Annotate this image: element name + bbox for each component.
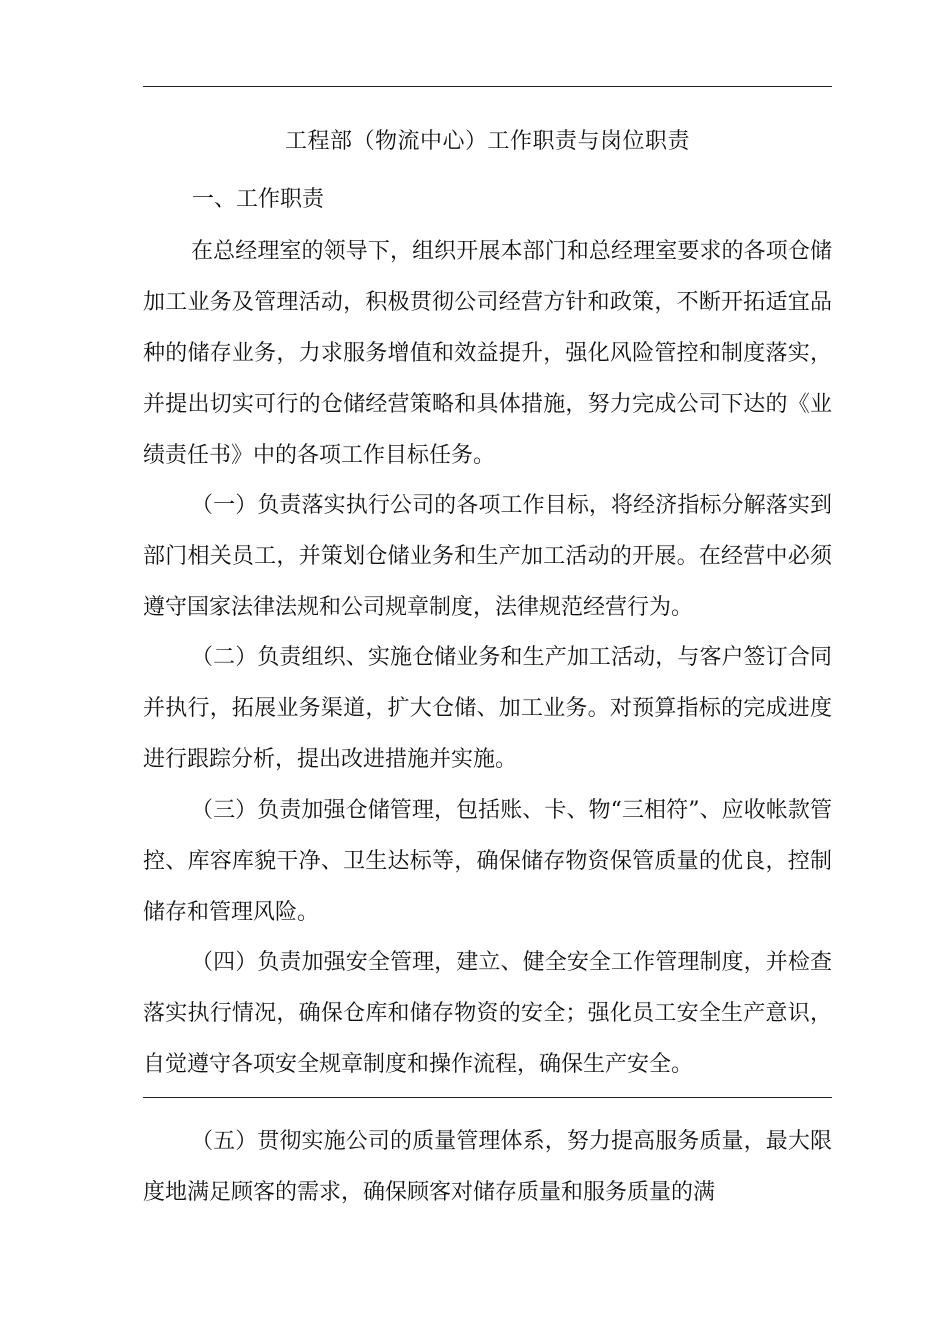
paragraph-item-3: （三）负责加强仓储管理，包括账、卡、物“三相符”、应收帐款管控、库容库貌干净、卫生达标等，确保储存物资保管质量的优良，控制储存和管理风险。 [143, 798, 832, 925]
paragraph-item-4: （四）负责加强安全管理，建立、健全安全工作管理制度，并检查落实执行情况，确保仓库和储存物资的安全；强化员工安全生产意识，自觉遵守各项安全规章制度和操作流程，确保生产安全。 [143, 950, 832, 1077]
paragraph-intro: 在总经理室的领导下，组织开展本部门和总经理室要求的各项仓储加工业务及管理活动，积极贯彻公司经营方针和政策，不断开拓适宜品种的储存业务，力求服务增值和效益提升，强化风险管控和制度落实，并提出切实可行的仓储经营策略和具体措施，努力完成公司下达的《业绩责任书》中的各项工作目标任务。 [143, 239, 832, 468]
section-heading: 一、工作职责 [192, 187, 325, 212]
page-break-rule [143, 1097, 832, 1098]
document-title: 工程部（物流中心）工作职责与岗位职责 [284, 129, 690, 154]
header-rule [143, 86, 832, 87]
paragraph-item-2: （二）负责组织、实施仓储业务和生产加工活动，与客户签订合同并执行，拓展业务渠道，扩大仓储、加工业务。对预算指标的完成进度进行跟踪分析，提出改进措施并实施。 [143, 645, 832, 772]
paragraph-item-5: （五）贯彻实施公司的质量管理体系，努力提高服务质量，最大限度地满足顾客的需求，确保顾客对储存质量和服务质量的满 [143, 1129, 832, 1205]
paragraph-item-1: （一）负责落实执行公司的各项工作目标，将经济指标分解落实到部门相关员工，并策划仓储业务和生产加工活动的开展。在经营中必须遵守国家法律法规和公司规章制度，法律规范经营行为。 [143, 493, 832, 620]
